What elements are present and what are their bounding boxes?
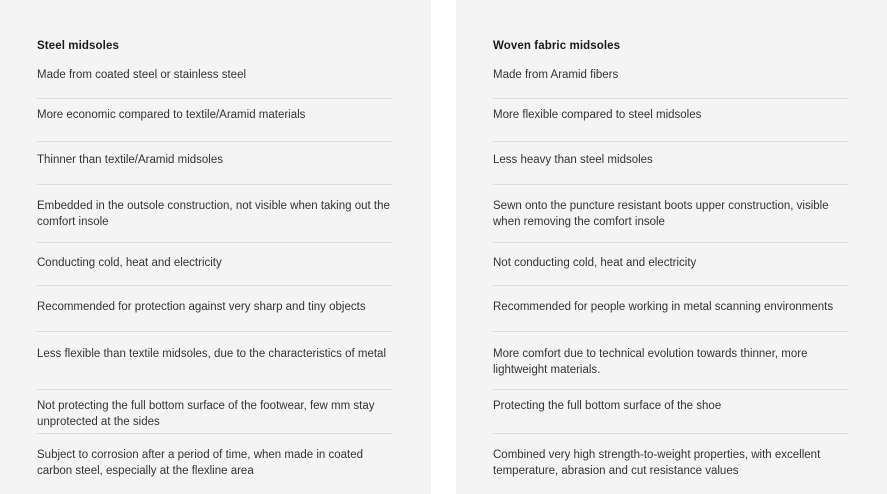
list-item-text: Recommended for protection against very sharp and tiny objects [37, 301, 366, 313]
list-item [37, 243, 392, 286]
list-item [37, 99, 392, 142]
list-item [37, 62, 392, 99]
list-item [37, 142, 392, 185]
list-item [37, 434, 392, 494]
list-item [493, 99, 848, 142]
list-item [493, 390, 848, 434]
list-item-text: Made from Aramid fibers [493, 69, 619, 81]
steel-midsoles-title: Steel midsoles [37, 40, 119, 52]
list-item [493, 62, 848, 99]
steel-midsoles-content [37, 38, 392, 494]
list-item [493, 243, 848, 286]
woven-fabric-midsoles-content [493, 38, 848, 494]
list-item-text: More economic compared to textile/Aramid materials [37, 109, 306, 121]
steel-midsoles-list [37, 62, 392, 494]
list-item-text: Thinner than textile/Aramid midsoles [37, 154, 223, 166]
list-item-text: Less heavy than steel midsoles [493, 154, 653, 166]
list-item [493, 286, 848, 332]
list-item-text: Recommended for people working in metal scanning environments [493, 301, 834, 313]
list-item-text: Protecting the full bottom surface of the shoe [493, 400, 722, 412]
list-item-text: Conducting cold, heat and electricity [37, 257, 222, 269]
woven-fabric-midsoles-list [493, 62, 848, 494]
woven-fabric-midsoles-title: Woven fabric midsoles [493, 40, 621, 52]
list-item-text: More flexible compared to steel midsoles [493, 109, 702, 121]
list-item-text: Not protecting the full bottom surface of the footwear, few mm stay unprotected at the sides [37, 400, 375, 428]
list-item-text: Less flexible than textile midsoles, due to the characteristics of metal [37, 348, 387, 360]
list-item-text: Embedded in the outsole construction, not visible when taking out the comfort insole [37, 200, 390, 228]
list-item [37, 390, 392, 434]
list-item [493, 185, 848, 243]
list-item-text: Made from coated steel or stainless steel [37, 69, 247, 81]
steel-midsoles-panel [0, 0, 431, 494]
list-item-text: Subject to corrosion after a period of time, when made in coated carbon steel, especially at the flexline area [37, 449, 364, 477]
list-item-text: Sewn onto the puncture resistant boots upper construction, visible when removing the comfort insole [493, 200, 829, 228]
woven-fabric-midsoles-panel [456, 0, 887, 494]
list-item-text: Combined very high strength-to-weight properties, with excellent temperature, abrasion and cut resistance values [493, 449, 821, 477]
list-item [37, 185, 392, 243]
list-item [493, 434, 848, 494]
list-item-text: More comfort due to technical evolution towards thinner, more lightweight materials. [493, 348, 808, 376]
list-item [493, 142, 848, 185]
list-item [493, 332, 848, 390]
list-item [37, 332, 392, 390]
list-item [37, 286, 392, 332]
list-item-text: Not conducting cold, heat and electricity [493, 257, 697, 269]
